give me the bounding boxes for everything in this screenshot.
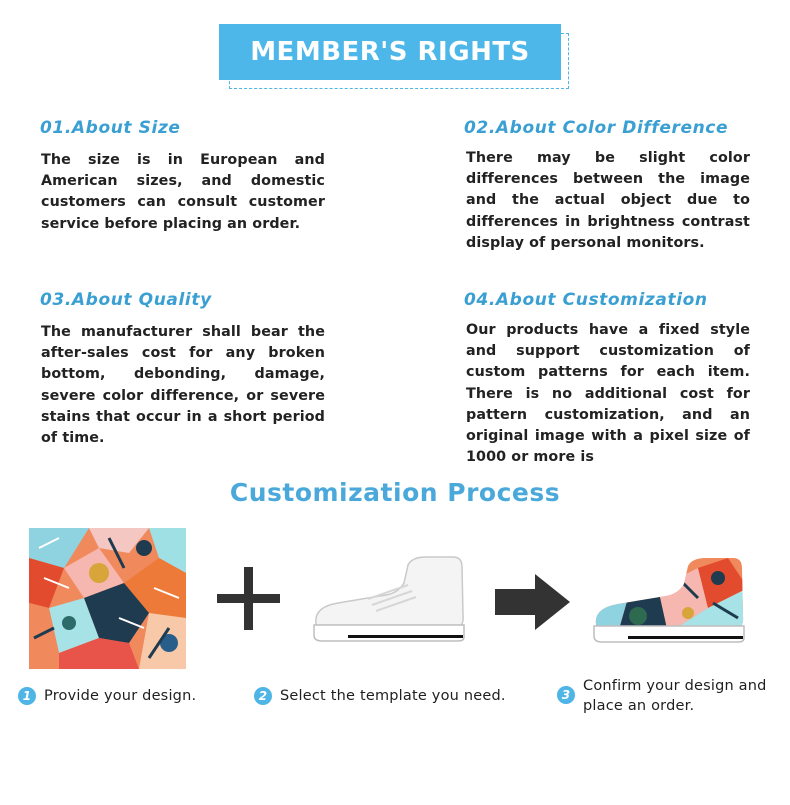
step-label: Confirm your design and place an order.	[583, 678, 767, 714]
rights-body-customization: Our products have a fixed style and support customization of custom patterns for each item. There is no additional cost for pattern customization, and an original image with a pixel size of 1000 or more is	[466, 322, 750, 466]
process-step-2	[254, 686, 506, 706]
step-number-icon: 1	[18, 687, 36, 705]
customized-shoe-image	[588, 558, 753, 650]
step-label: Provide your design.	[44, 688, 197, 704]
template-shoe-image	[308, 555, 473, 650]
members-rights-banner	[219, 24, 571, 90]
rights-title-quality: 03.About Quality	[40, 290, 212, 310]
step-label: Select the template you need.	[280, 688, 506, 704]
rights-title-color: 02.About Color Difference	[464, 118, 729, 138]
step-number-icon: 3	[557, 686, 575, 704]
rights-title-size: 01.About Size	[40, 118, 181, 138]
process-step-1	[18, 686, 196, 706]
process-step-3	[557, 676, 782, 716]
rights-title-customization: 04.About Customization	[464, 290, 708, 310]
arrow-right-icon	[495, 574, 570, 630]
rights-body-color: There may be slight color differences between the image and the actual object due to differences in brightness contrast display of personal monitors.	[466, 150, 750, 251]
design-pattern-image	[29, 528, 186, 669]
rights-body-size: The size is in European and American sizes, and domestic customers can consult customer service before placing an order.	[41, 152, 325, 232]
process-title: Customization Process	[229, 478, 561, 507]
step-number-icon: 2	[254, 687, 272, 705]
banner-title: MEMBER'S RIGHTS	[219, 24, 561, 80]
plus-icon	[217, 567, 280, 630]
rights-body-quality: The manufacturer shall bear the after-sales cost for any broken bottom, debonding, damage, severe color difference, or severe stains that occur in a short period of time.	[41, 324, 325, 447]
